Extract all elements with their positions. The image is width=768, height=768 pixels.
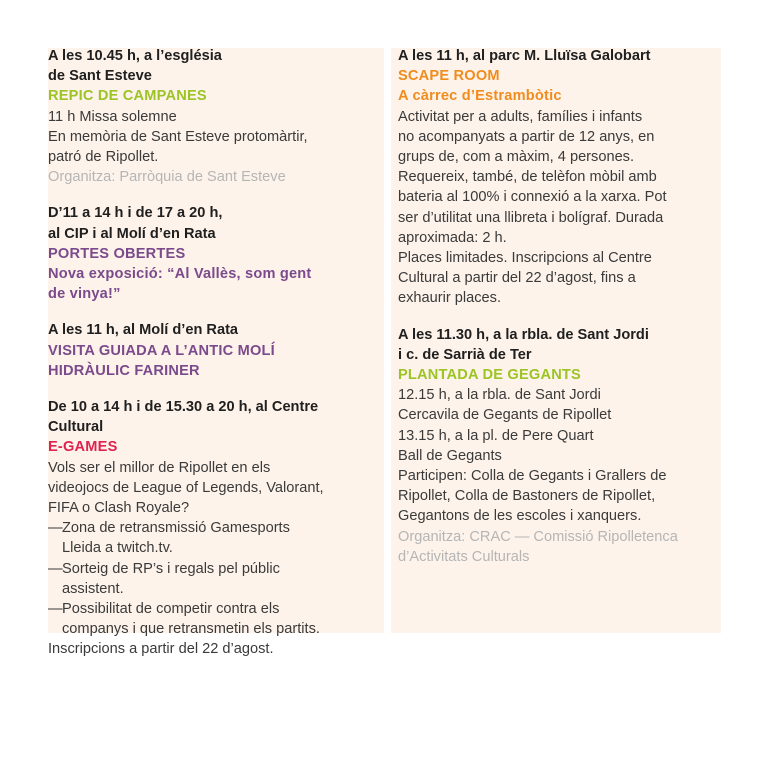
event-organizer: Organitza: Parròquia de Sant Esteve	[48, 169, 286, 186]
event-time-location: De 10 a 14 h i de 15.30 a 20 h, al Centre Cultural	[48, 399, 319, 436]
event-title: VISITA GUIADA A L’ANTIC MOLÍ HIDRÀULIC FARINER	[48, 342, 275, 379]
event-time-location: A les 11.30 h, a la rbla. de Sant Jordi i c. de Sarrià de Ter	[398, 326, 649, 363]
event-title: SCAPE ROOM	[398, 68, 500, 85]
event-time-location: A les 11 h, al parc M. Lluïsa Galobart	[398, 48, 651, 64]
right-column	[398, 46, 728, 583]
event-plantada-gegants	[398, 325, 728, 567]
event-description: 11 h Missa solemne En memòria de Sant Esteve protomàrtir, patró de Ripollet.	[48, 108, 308, 166]
event-organizer: Organitza: CRAC — Comissió Ripolletenca d’Activitats Culturals	[398, 528, 678, 565]
left-column	[48, 46, 388, 676]
event-e-games	[48, 397, 388, 660]
event-description: 12.15 h, a la rbla. de Sant Jordi Cercavila de Gegants de Ripollet 13.15 h, a la pl. de Pere Quart Ball de Gegants Participen: Colla de Gegants i Grallers de Ripollet, Colla de Bastoners de Ripollet, Gegantons de les escoles i xanquers.	[398, 387, 667, 525]
event-subtitle: Nova exposició: “Al Vallès, som gent de vinya!”	[48, 266, 312, 303]
event-scape-room	[398, 46, 728, 309]
dash-bullet: —	[48, 520, 63, 537]
list-item: — Possibilitat de competir contra els companys i que retransmetin els partits.	[48, 601, 320, 638]
event-title: E-GAMES	[48, 439, 118, 456]
event-title: PLANTADA DE GEGANTS	[398, 367, 581, 384]
event-footer: Inscripcions a partir del 22 d’agost.	[48, 641, 274, 658]
event-portes-obertes	[48, 203, 388, 304]
event-visita-guiada	[48, 320, 388, 381]
event-title: REPIC DE CAMPANES	[48, 88, 207, 105]
event-time-location: D’11 a 14 h i de 17 a 20 h, al CIP i al Molí d’en Rata	[48, 205, 223, 242]
list-item: — Sorteig de RP’s i regals pel públic assistent.	[48, 560, 280, 597]
event-description: Vols ser el millor de Ripollet en els videojocs de League of Legends, Valorant, FIFA o Clash Royale?	[48, 459, 324, 517]
dash-bullet: —	[48, 601, 63, 618]
event-subtitle: A càrrec d’Estrambòtic	[398, 88, 562, 105]
event-title: PORTES OBERTES	[48, 245, 186, 262]
event-time-location: A les 11 h, al Molí d’en Rata	[48, 322, 239, 339]
event-repic-campanes	[48, 46, 388, 187]
dash-bullet: —	[48, 560, 63, 577]
event-time-location: A les 10.45 h, a l’església de Sant Esteve	[48, 48, 222, 85]
event-description: Activitat per a adults, famílies i infants no acompanyats a partir de 12 anys, en grups de, com a màxim, 4 persones. Requereix, també, de telèfon mòbil amb bateria al 100% i connexió a la xarxa. Pot ser d’utilitat una llibreta i bolígraf. Durada aproximada: 2 h. Places limitades. Inscripcions al Centre Cultural a partir del 22 d’agost, fins a exhaurir places.	[398, 108, 667, 307]
list-item: — Zona de retransmissió Gamesports Lleida a twitch.tv.	[48, 520, 290, 557]
